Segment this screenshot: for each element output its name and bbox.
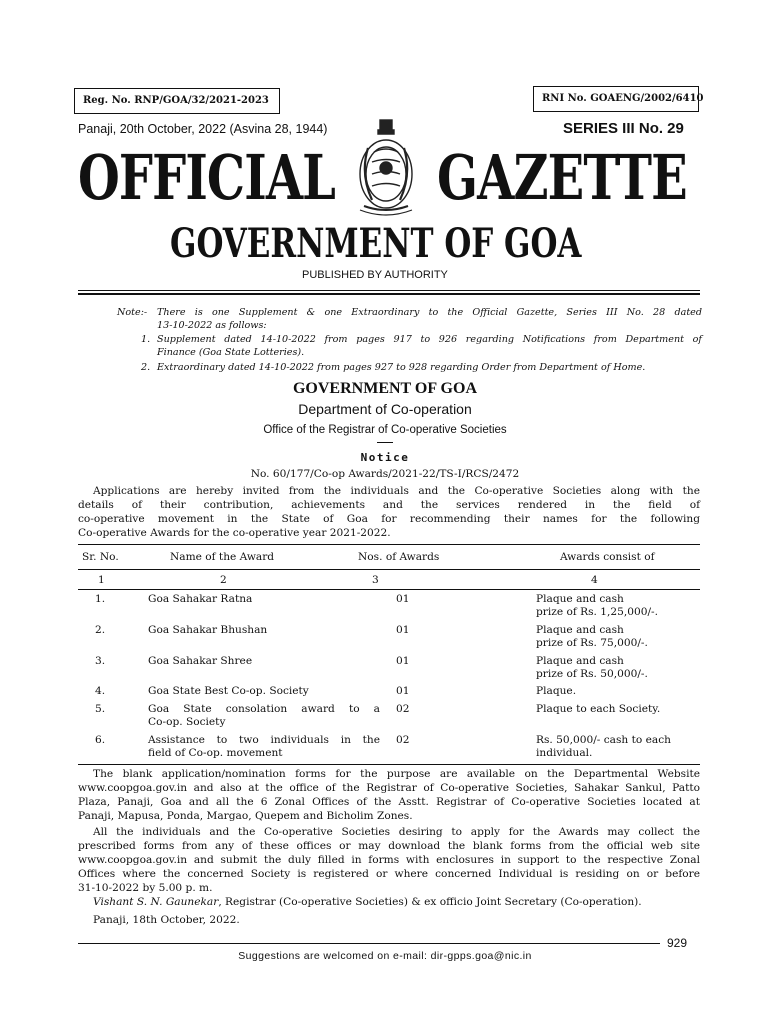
para3-line-1: All the individuals and the Co-operative Societies desiring to apply for the Awards may collect the [93,826,700,838]
para1-line-3: co-operative movement in the State of Goa for recommending their names for the following [78,513,700,525]
row-sr: 3. [95,655,106,667]
masthead-gazette: GAZETTE [437,141,687,214]
row-consist-line-2: prize of Rs. 50,000/-. [536,668,648,680]
notice-government-heading: GOVERNMENT OF GOA [292,380,477,397]
note-intro-line-1: There is one Supplement & one Extraordinary to the Official Gazette, Series III No. 28 dated [157,307,702,318]
row-consist-line-1: Rs. 50,000/- cash to each [536,734,671,746]
signatory-name: Vishant S. N. Gaunekar [93,896,219,908]
col-number-4: 4 [591,574,598,586]
header-sr-no: Sr. No. [82,551,119,563]
row-award-name-line-2: field of Co-op. movement [148,747,283,759]
office-name: Office of the Registrar of Co-operative Societies [263,424,507,436]
para2-line-3: Plaza, Panaji, Goa and all the 6 Zonal Offices of the Asstt. Registrar of Co-operative Societies located at [78,796,700,808]
row-award-name: Goa Sahakar Ratna [148,593,253,605]
row-award-name: Assistance to two individuals in the [148,734,380,746]
note-label: Note:- [117,307,148,318]
table-header-rule [78,569,700,570]
note-intro-line-2: 13-10-2022 as follows: [157,320,267,331]
row-consist-line-1: Plaque and cash [536,593,624,605]
para1-line-4: Co-operative Awards for the co-operative year 2021-2022. [78,527,391,539]
para1-line-2: details of their contribution, achievements and the services rendered in the field of [78,499,700,511]
para2-line-4: Panaji, Mapusa, Ponda, Margao, Quepem and Bicholim Zones. [78,810,413,822]
note-item-1-line-2: Finance (Goa State Lotteries). [157,347,305,358]
row-sr: 5. [95,703,106,715]
masthead-official: OFFICIAL [78,141,336,214]
registration-number: Reg. No. RNP/GOA/32/2021-2023 [83,95,269,106]
note-item-2-number: 2. [141,362,151,373]
table-top-rule [78,544,700,545]
row-nos: 01 [396,685,410,697]
note-item-2-line-1: Extraordinary dated 14-10-2022 from pages 927 to 928 regarding Order from Department of Home. [157,362,646,373]
published-by-authority: PUBLISHED BY AUTHORITY [302,269,448,281]
rni-number: RNI No. GOAENG/2002/6410 [542,93,704,104]
notice-title: Notice [360,451,410,464]
row-award-name: Goa State consolation award to a [148,703,380,715]
suggestions-footer: Suggestions are welcomed on e-mail: dir-gpps.goa@nic.in [238,950,532,962]
para1-line-1: Applications are hereby invited from the individuals and the Co-operative Societies along with the [93,485,700,497]
header-award-name: Name of the Award [170,551,275,563]
row-consist-line-1: Plaque and cash [536,624,624,636]
para3-line-3: www.coopgoa.gov.in and submit the duly filled in forms with enclosures in support to the respective Zonal [78,854,700,866]
row-award-name: Goa Sahakar Bhushan [148,624,268,636]
para3-line-4: Offices where the concerned Society is registered or where concerned Individual is residing on or before [78,868,700,880]
para2-line-1: The blank application/nomination forms for the purpose are available on the Departmental Website [93,768,700,780]
header-awards-consist: Awards consist of [560,551,655,563]
series-number: SERIES III No. 29 [563,120,684,137]
goa-emblem-icon [340,118,432,220]
note-item-1-line-1: Supplement dated 14-10-2022 from pages 917 to 926 regarding Notifications from Department of [157,334,702,345]
rni-number-box [533,86,704,112]
para3-line-2: prescribed forms from any of these offices or may download the blank forms from the official web site [78,840,700,852]
row-nos: 02 [396,734,410,746]
row-nos: 01 [396,655,410,667]
header-divider-thick [78,293,700,295]
header-nos-awards: Nos. of Awards [358,551,440,563]
row-consist-line-1: Plaque. [536,685,577,697]
row-sr: 1. [95,593,106,605]
registration-number-box [74,88,280,114]
row-sr: 6. [95,734,106,746]
row-consist-line-1: Plaque and cash [536,655,624,667]
table-numbers-rule [78,589,700,590]
row-consist-line-2: individual. [536,747,593,759]
row-consist-line-1: Plaque to each Society. [536,703,661,715]
row-nos: 01 [396,593,410,605]
header-divider-thin [78,290,700,291]
row-consist-line-2: prize of Rs. 1,25,000/-. [536,606,658,618]
issue-date-line: Panaji, 20th October, 2022 (Asvina 28, 1944) [78,122,328,136]
row-sr: 4. [95,685,106,697]
col-number-1: 1 [98,574,105,586]
government-of-goa-heading: GOVERNMENT OF GOA [170,220,582,267]
page-number: 929 [667,936,688,950]
row-consist-line-2: prize of Rs. 75,000/-. [536,637,648,649]
note-item-1-number: 1. [141,334,151,345]
col-number-3: 3 [372,574,379,586]
para2-line-2: www.coopgoa.gov.in and also at the office of the Registrar of Co-operative Societies, Sahakar Sankul, Patto [78,782,700,794]
row-award-name: Goa State Best Co-op. Society [148,685,309,697]
notice-number: No. 60/177/Co-op Awards/2021-22/TS-I/RCS/2472 [250,468,520,480]
row-award-name: Goa Sahakar Shree [148,655,253,667]
place-and-date: Panaji, 18th October, 2022. [93,914,240,926]
row-award-name-line-2: Co-op. Society [148,716,226,728]
row-nos: 01 [396,624,410,636]
heading-divider [377,442,393,443]
row-nos: 02 [396,703,410,715]
col-number-2: 2 [220,574,227,586]
table-bottom-rule [78,764,700,765]
signatory-line [93,896,642,909]
footer-divider [78,943,660,944]
para3-line-5: 31-10-2022 by 5.00 p. m. [78,882,213,894]
row-sr: 2. [95,624,106,636]
department-name: Department of Co-operation [298,401,472,417]
signatory-title: , Registrar (Co-operative Societies) & ex officio Joint Secretary (Co-operation). [218,896,642,908]
